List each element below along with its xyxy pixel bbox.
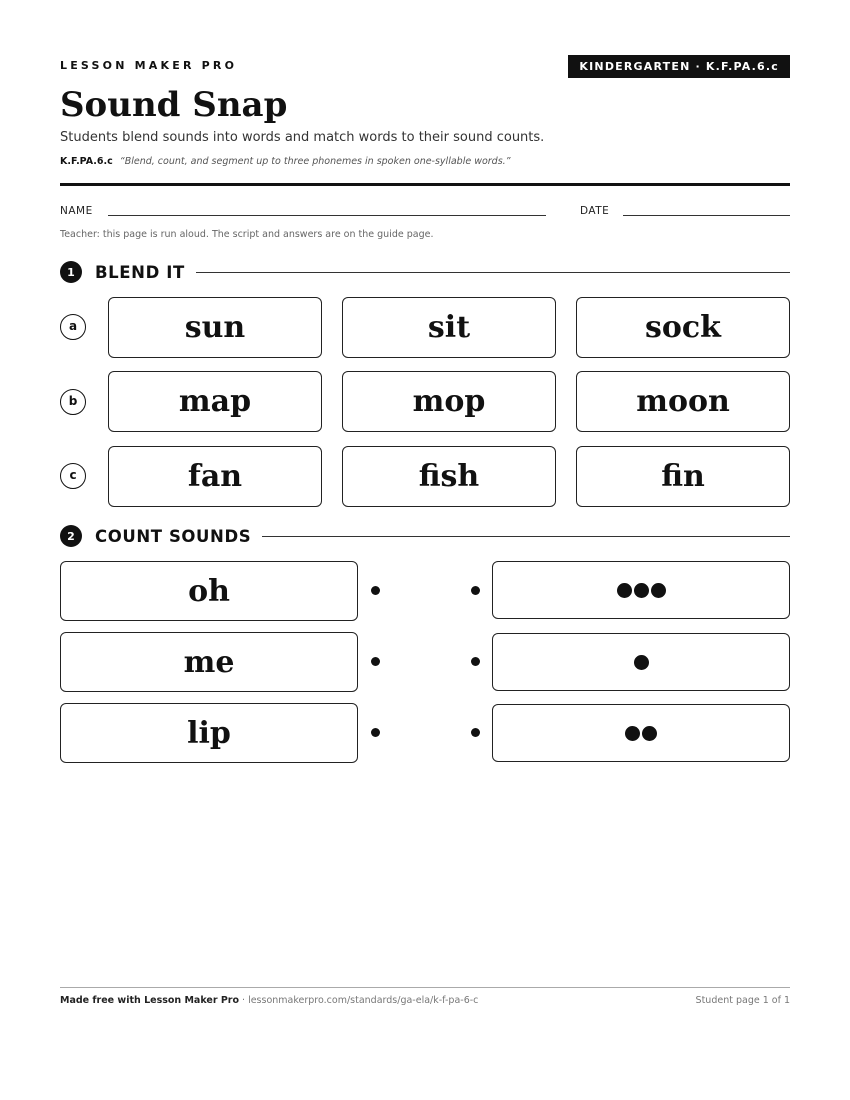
word-card-sock[interactable]: sock: [576, 297, 790, 358]
sound-dots-card[interactable]: [492, 704, 790, 762]
row-letter-c: c: [60, 463, 86, 489]
word-card-fin[interactable]: fin: [576, 446, 790, 507]
page-subtitle: Students blend sounds into words and match words to their sound counts.: [60, 130, 545, 145]
grade-badge: KINDERGARTEN · K.F.PA.6.c: [568, 55, 790, 78]
sound-dot: [642, 726, 657, 741]
sound-dot: [617, 583, 632, 598]
match-dot-right[interactable]: [471, 657, 480, 666]
word-card-sit[interactable]: sit: [342, 297, 556, 358]
date-label: DATE: [580, 205, 610, 217]
match-dot-left[interactable]: [371, 586, 380, 595]
date-field[interactable]: [623, 215, 790, 216]
footer-url[interactable]: · lessonmakerpro.com/standards/ga-ela/k-f-pa-6-c: [239, 995, 479, 1006]
sound-dots-card[interactable]: [492, 561, 790, 619]
page-title: Sound Snap: [60, 85, 288, 125]
match-dot-right[interactable]: [471, 586, 480, 595]
worksheet-page: [60, 0, 790, 1100]
name-label: NAME: [60, 205, 93, 217]
word-card-map[interactable]: map: [108, 371, 322, 432]
sound-dot: [651, 583, 666, 598]
word-card-mop[interactable]: mop: [342, 371, 556, 432]
row-letter-a: a: [60, 314, 86, 340]
brand-name: LESSON MAKER PRO: [60, 59, 238, 72]
teacher-note: Teacher: this page is run aloud. The script and answers are on the guide page.: [60, 229, 434, 240]
name-field[interactable]: [108, 215, 546, 216]
sound-dot: [634, 583, 649, 598]
section-title: COUNT SOUNDS: [95, 526, 252, 546]
section-rule: [262, 536, 790, 537]
section-rule: [196, 272, 790, 273]
word-card-fish[interactable]: fish: [342, 446, 556, 507]
word-card-sun[interactable]: sun: [108, 297, 322, 358]
standard-code: K.F.PA.6.c: [60, 156, 113, 167]
count-word-me[interactable]: me: [60, 632, 358, 692]
sound-dot: [625, 726, 640, 741]
header-divider: [60, 183, 790, 186]
sound-dots-card[interactable]: [492, 633, 790, 691]
row-letter-b: b: [60, 389, 86, 415]
standard-text: “Blend, count, and segment up to three phonemes in spoken one-syllable words.”: [119, 156, 511, 167]
match-dot-left[interactable]: [371, 728, 380, 737]
sound-dot: [634, 655, 649, 670]
word-card-moon[interactable]: moon: [576, 371, 790, 432]
footer-page-number: Student page 1 of 1: [695, 995, 790, 1006]
section-blend-it: [60, 261, 790, 283]
word-card-fan[interactable]: fan: [108, 446, 322, 507]
count-word-oh[interactable]: oh: [60, 561, 358, 621]
match-dot-left[interactable]: [371, 657, 380, 666]
section-count-sounds: [60, 525, 790, 547]
section-number: 2: [60, 525, 82, 547]
footer-credit: [60, 995, 478, 1006]
footer-made-with: Made free with Lesson Maker Pro: [60, 995, 240, 1006]
footer-divider: [60, 987, 790, 988]
section-number: 1: [60, 261, 82, 283]
count-word-lip[interactable]: lip: [60, 703, 358, 763]
section-title: BLEND IT: [95, 262, 185, 282]
match-dot-right[interactable]: [471, 728, 480, 737]
standard-line: [60, 156, 511, 167]
